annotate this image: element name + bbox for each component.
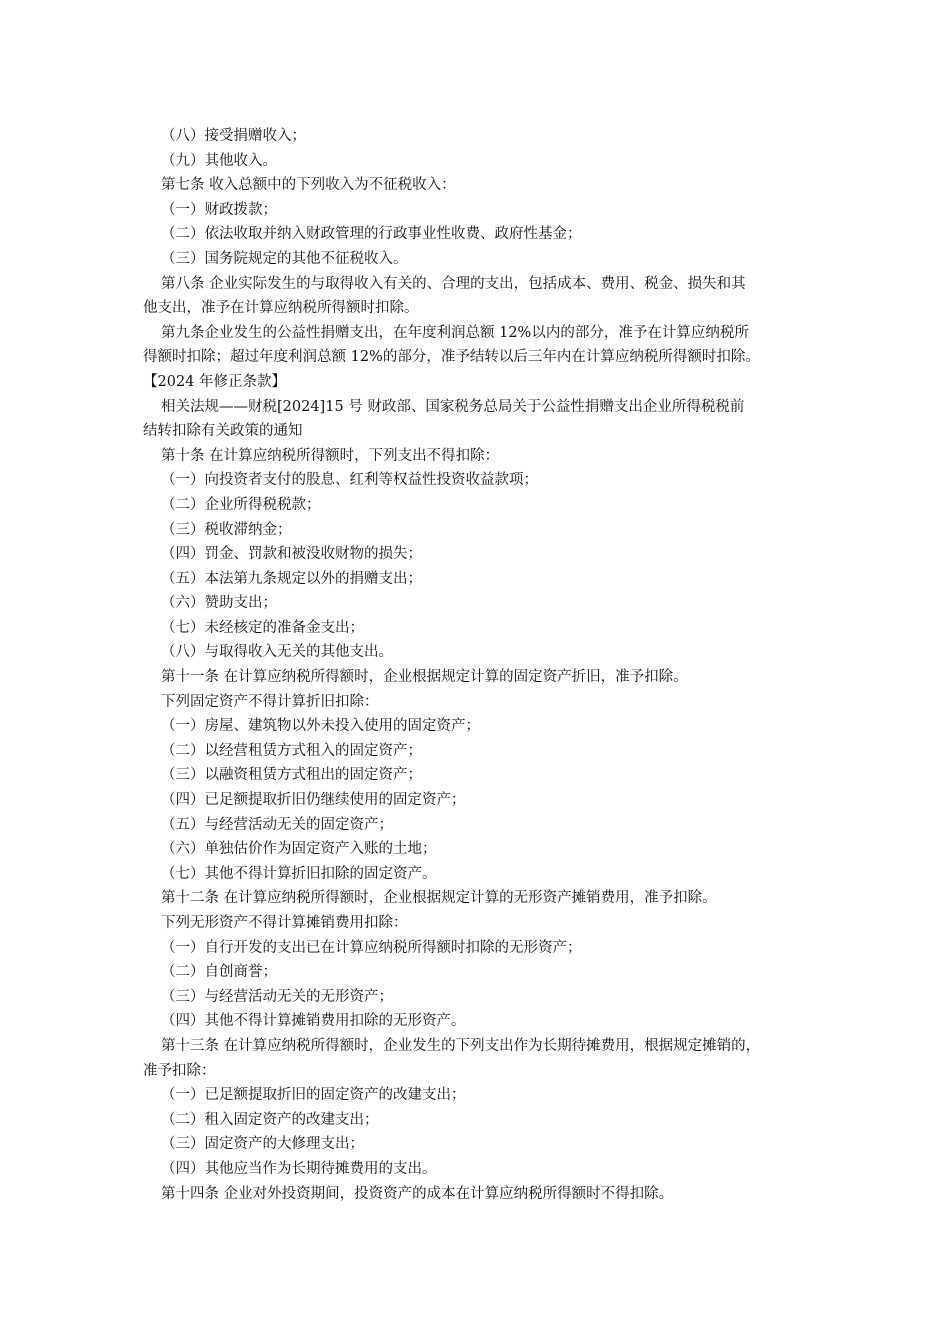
text-line: （二）自创商誉； (161, 964, 277, 981)
article-heading: 第十条 在计算应纳税所得额时，下列支出不得扣除： (161, 447, 500, 464)
article-heading: 第十一条 在计算应纳税所得额时，企业根据规定计算的固定资产折旧，准予扣除。 (161, 669, 688, 686)
text-line: （八）接受捐赠收入； (161, 128, 306, 144)
text-line: （四）罚金、罚款和被没收财物的损失； (161, 546, 422, 563)
text-line: （六）赞助支出； (161, 595, 277, 612)
related-regulation: 结转扣除有关政策的通知 (143, 423, 303, 440)
related-regulation: 相关法规——财税[2024]15 号 财政部、国家税务总局关于公益性捐赠支出企业所得税税前 (161, 398, 745, 415)
text-line: （八）与取得收入无关的其他支出。 (161, 644, 393, 661)
text-line: （三）固定资产的大修理支出； (161, 1136, 364, 1153)
article-heading: 第九条企业发生的公益性捐赠支出，在年度利润总额 12%以内的部分，准予在计算应纳税所 (161, 324, 749, 341)
amendment-note: 【2024 年修正条款】 (143, 373, 287, 390)
text-line: （一）房屋、建筑物以外未投入使用的固定资产； (161, 718, 480, 735)
text-line: （七）其他不得计算折旧扣除的固定资产。 (161, 865, 437, 882)
text-line: （三）税收滞纳金； (161, 521, 292, 538)
text-line: （四）已足额提取折旧仍继续使用的固定资产； (161, 792, 466, 809)
article-heading: 第七条 收入总额中的下列收入为不征税收入： (161, 177, 456, 194)
text-line: （四）其他应当作为长期待摊费用的支出。 (161, 1160, 437, 1177)
article-heading: 第八条 企业实际发生的与取得收入有关的、合理的支出，包括成本、费用、税金、损失和其 (161, 275, 746, 292)
text-line: （四）其他不得计算摊销费用扣除的无形资产。 (161, 1013, 466, 1030)
text-line: （二）以经营租赁方式租入的固定资产； (161, 742, 422, 759)
text-line: （二）依法收取并纳入财政管理的行政事业性收费、政府性基金； (161, 226, 582, 243)
text-line: （二）租入固定资产的改建支出； (161, 1111, 379, 1128)
text-line: （九）其他收入。 (161, 152, 277, 169)
article-heading: 第十二条 在计算应纳税所得额时，企业根据规定计算的无形资产摊销费用，准予扣除。 (161, 890, 717, 907)
text-line: （三）与经营活动无关的无形资产； (161, 988, 393, 1005)
text-line: （三）以融资租赁方式租出的固定资产； (161, 767, 422, 784)
text-line: （一）向投资者支付的股息、红利等权益性投资收益款项； (161, 472, 538, 489)
text-line: （一）自行开发的支出已在计算应纳税所得额时扣除的无形资产； (161, 939, 582, 956)
text-line: （三）国务院规定的其他不征税收入。 (161, 250, 408, 267)
text-line: 下列固定资产不得计算折旧扣除： (161, 693, 379, 710)
text-line: （一）已足额提取折旧的固定资产的改建支出； (161, 1087, 466, 1104)
text-line: （六）单独估价作为固定资产入账的土地； (161, 841, 437, 858)
text-line: （五）本法第九条规定以外的捐赠支出； (161, 570, 422, 587)
text-line: 下列无形资产不得计算摊销费用扣除： (161, 915, 408, 931)
text-line: （七）未经核定的准备金支出； (161, 619, 364, 636)
text-line: 他支出，准予在计算应纳税所得额时扣除。 (143, 300, 419, 317)
article-heading: 第十三条 在计算应纳税所得额时，企业发生的下列支出作为长期待摊费用，根据规定摊销的， (161, 1037, 761, 1054)
text-line: 准予扣除： (143, 1062, 216, 1079)
article-heading: 第十四条 企业对外投资期间，投资资产的成本在计算应纳税所得额时不得扣除。 (161, 1185, 674, 1202)
text-line: （一）财政拨款； (161, 201, 277, 218)
text-line: （二）企业所得税税款； (161, 496, 321, 513)
text-line: （五）与经营活动无关的固定资产； (161, 816, 393, 833)
document-body (143, 124, 830, 1206)
text-line: 得额时扣除；超过年度利润总额 12%的部分，准予结转以后三年内在计算应纳税所得额时扣除。 (143, 349, 760, 366)
